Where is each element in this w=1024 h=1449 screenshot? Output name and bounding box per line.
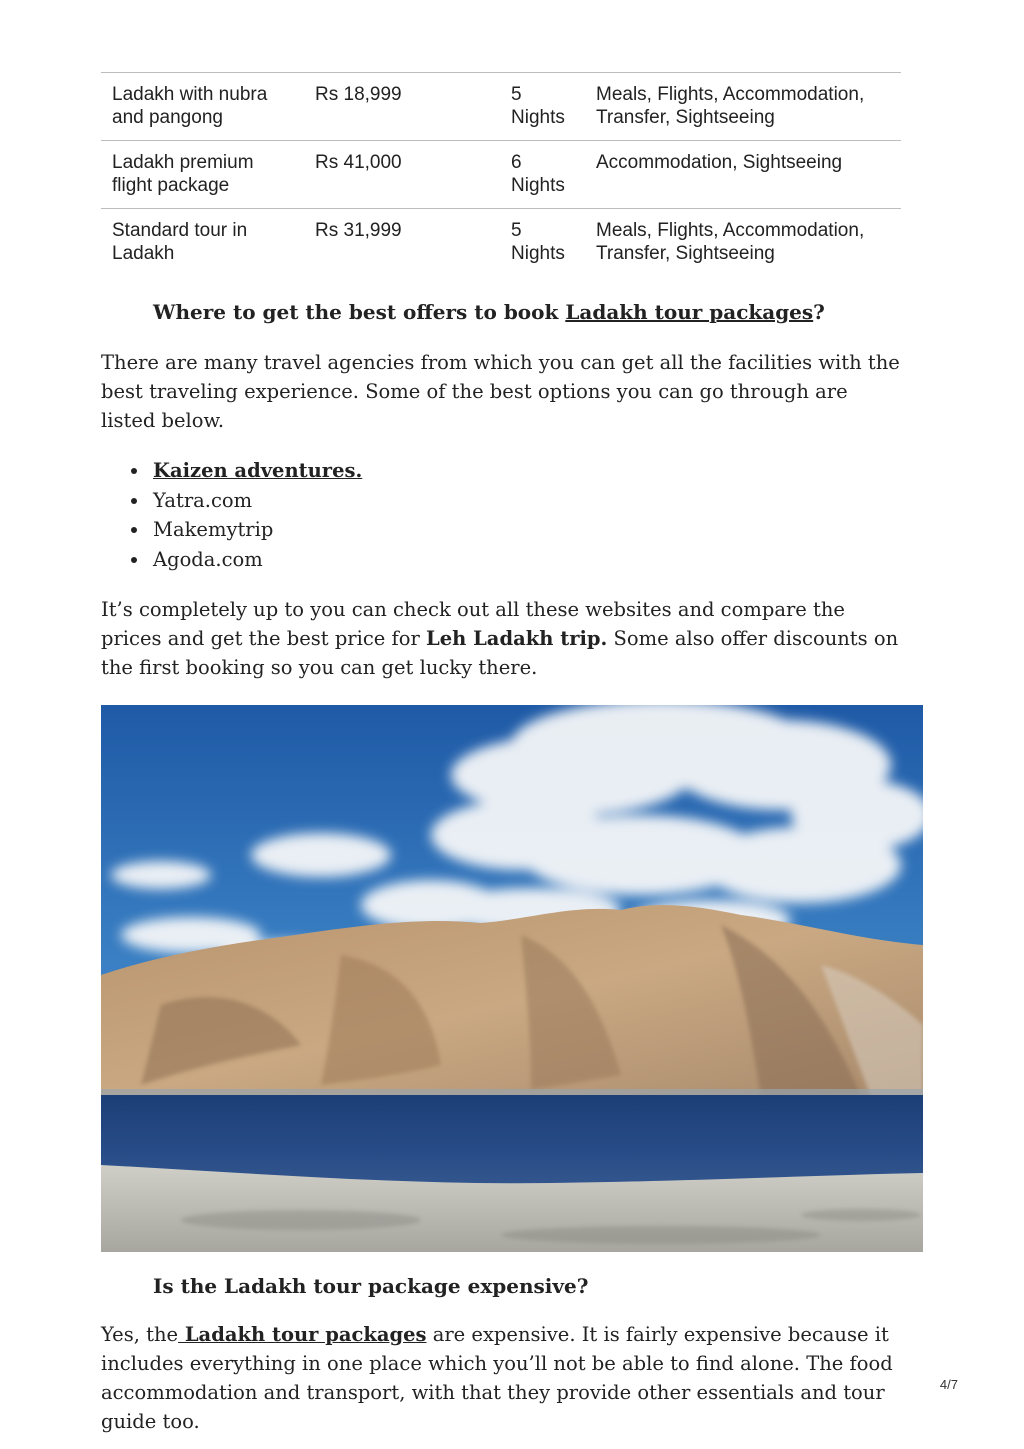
pangong-lake-photo (101, 705, 923, 1252)
kaizen-adventures-link[interactable]: Kaizen adventures. (153, 459, 363, 482)
package-price: Rs 41,000 (315, 152, 402, 173)
package-name: Ladakh with nubra and pangong (112, 84, 268, 128)
package-name: Standard tour in Ladakh (112, 220, 248, 264)
package-duration: 5 Nights (511, 220, 565, 264)
paragraph-text: It’s completely up to you can check out all these websites and compare the prices and get the best price for (101, 598, 845, 650)
package-includes: Meals, Flights, Accommodation, Transfer, Sightseeing (596, 220, 865, 264)
agency-list (101, 456, 901, 574)
ladakh-tour-packages-link[interactable]: Ladakh tour packages (565, 300, 814, 324)
list-item: Makemytrip (153, 515, 901, 545)
list-item: Agoda.com (153, 545, 901, 575)
section-heading-offers (153, 298, 901, 326)
heading-punctuation: ? (813, 300, 825, 324)
intro-paragraph: There are many travel agencies from which you can get all the facilities with the best traveling experience. Some of the best options you can go through are listed below. (101, 351, 900, 432)
table-row (101, 73, 901, 141)
package-price: Rs 31,999 (315, 220, 402, 241)
package-duration: 5 Nights (511, 84, 565, 128)
page-number: 4/7 (939, 1377, 958, 1392)
list-item (153, 456, 901, 486)
ladakh-tour-packages-link-2[interactable]: Ladakh tour packages (178, 1323, 427, 1346)
compare-paragraph (101, 595, 901, 682)
paragraph-text: are expensive. It is fairly expensive because it includes everything in one place which you’ll not be able to find alone. The food accommodation and transport, with that they provide other essentials and tour guide too. (101, 1323, 893, 1433)
table-row (101, 209, 901, 277)
section-heading-expensive: Is the Ladakh tour package expensive? (153, 1274, 589, 1298)
package-includes: Meals, Flights, Accommodation, Transfer, Sightseeing (596, 84, 865, 128)
document-page (101, 72, 901, 1436)
package-name: Ladakh premium flight package (112, 152, 254, 196)
paragraph-text: Yes, the (101, 1323, 179, 1346)
expensive-paragraph (101, 1320, 921, 1436)
package-price: Rs 18,999 (315, 84, 402, 105)
package-includes: Accommodation, Sightseeing (596, 152, 843, 173)
list-item: Yatra.com (153, 486, 901, 516)
heading-text: Where to get the best offers to book (153, 300, 566, 324)
package-duration: 6 Nights (511, 152, 565, 196)
packages-table (101, 72, 901, 276)
leh-ladakh-trip-bold: Leh Ladakh trip. (426, 627, 608, 650)
table-row (101, 141, 901, 209)
paragraph-text: Some also offer discounts on the first booking so you can get lucky there. (101, 627, 899, 679)
landscape-image (101, 705, 923, 1252)
